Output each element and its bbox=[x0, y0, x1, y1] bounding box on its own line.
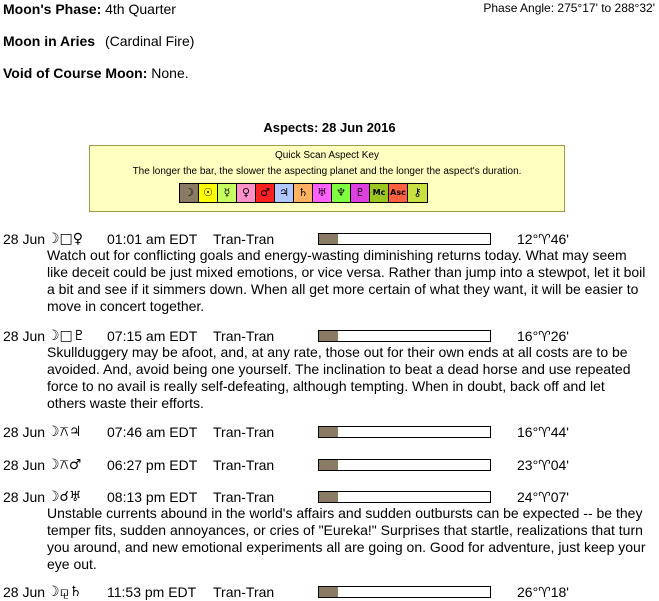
key-swatch: ♃ bbox=[275, 184, 294, 202]
aspect-position: 12°♈46' bbox=[517, 231, 569, 247]
aspect-duration-bar bbox=[318, 459, 491, 471]
aspect-time: 01:01 am EDT bbox=[107, 231, 198, 247]
aspect-time: 07:46 am EDT bbox=[107, 424, 198, 440]
aspect-glyphs: ☽⚻♃ bbox=[47, 424, 82, 440]
aspect-duration-fill bbox=[319, 331, 338, 341]
aspect-interpretation: Skullduggery may be afoot, and, at any rate, those out for their own ends at all costs are to be avoided. And, avoid being one yourself. The inclination to beat a dead horse and use repeated force to no avail is really self-defeating, although tempting. When in doubt, back off and let others waste their efforts. bbox=[47, 344, 631, 411]
key-swatch: ⚷ bbox=[408, 184, 427, 202]
aspect-glyphs: ☽☌♅ bbox=[47, 489, 82, 505]
key-swatch: ♆ bbox=[332, 184, 351, 202]
moon-in-line bbox=[3, 33, 194, 49]
aspect-date: 28 Jun bbox=[3, 584, 46, 600]
aspect-duration-bar bbox=[318, 426, 491, 438]
key-swatch: Mc bbox=[370, 184, 389, 202]
moon-phase-value: 4th Quarter bbox=[105, 1, 176, 17]
key-swatch: ♇ bbox=[351, 184, 370, 202]
aspect-position: 24°♈07' bbox=[517, 489, 569, 505]
aspect-time: 06:27 pm EDT bbox=[107, 457, 198, 473]
aspect-type: Tran-Tran bbox=[213, 489, 275, 505]
aspect-interpretation: Unstable currents abound in the world's affairs and sudden outbursts can be expected -- be they temper fits, sudden annoyances, or cries of "Eureka!" Surprises that startle, realizations that turn you around, and new emotional experiments all are going on. Good for adventure, just keep your eye out. bbox=[47, 505, 646, 572]
aspect-position: 16°♈26' bbox=[517, 328, 569, 344]
aspect-type: Tran-Tran bbox=[213, 424, 275, 440]
aspect-glyphs: ☽□♀ bbox=[47, 231, 84, 247]
aspect-duration-bar bbox=[318, 330, 491, 342]
aspect-key-description: The longer the bar, the slower the aspecting planet and the longer the aspect's duration. bbox=[132, 166, 522, 177]
aspect-duration-fill bbox=[319, 234, 338, 244]
aspect-time: 07:15 am EDT bbox=[107, 328, 198, 344]
aspect-duration-fill bbox=[319, 427, 338, 437]
aspect-time: 11:53 pm EDT bbox=[107, 584, 197, 600]
aspect-time: 08:13 pm EDT bbox=[107, 489, 198, 505]
aspect-key-box bbox=[89, 145, 565, 212]
aspect-interpretation: Watch out for conflicting goals and energy-wasting diminishing returns today. What may seem like deceit could be just mixed emotions, or vice versa. Rather than jump into a stewpot, let it boil a bit and see if it simmers down. When all get more certain of what they want, it will be easier to move in concert together. bbox=[47, 247, 646, 314]
aspect-type: Tran-Tran bbox=[213, 584, 275, 600]
key-swatch: ☉ bbox=[199, 184, 218, 202]
key-swatch: ☿ bbox=[218, 184, 237, 202]
void-course-label: Void of Course Moon: bbox=[3, 65, 148, 81]
key-swatch: ♅ bbox=[313, 184, 332, 202]
aspect-type: Tran-Tran bbox=[213, 457, 275, 473]
void-course-line bbox=[3, 65, 189, 81]
aspect-position: 16°♈44' bbox=[517, 424, 569, 440]
aspect-glyphs: ☽⚼♄ bbox=[47, 584, 82, 600]
key-swatch: ♀ bbox=[237, 184, 256, 202]
aspect-date: 28 Jun bbox=[3, 424, 46, 440]
moon-phase-line bbox=[3, 1, 176, 17]
moon-phase-label: Moon's Phase: bbox=[3, 1, 102, 17]
aspects-title: Aspects: 28 Jun 2016 bbox=[263, 120, 396, 135]
moon-in-value: (Cardinal Fire) bbox=[104, 33, 195, 49]
key-swatch: Asc bbox=[389, 184, 408, 202]
key-swatch: ♂ bbox=[256, 184, 275, 202]
aspect-glyphs: ☽⚻♂ bbox=[47, 457, 82, 473]
aspect-type: Tran-Tran bbox=[213, 328, 275, 344]
aspect-duration-fill bbox=[319, 460, 338, 470]
aspect-type: Tran-Tran bbox=[213, 231, 275, 247]
void-course-value: None. bbox=[151, 65, 189, 81]
key-swatch: ♄ bbox=[294, 184, 313, 202]
aspect-position: 26°♈18' bbox=[517, 584, 569, 600]
aspect-date: 28 Jun bbox=[3, 489, 46, 505]
aspect-duration-fill bbox=[319, 492, 338, 502]
phase-angle: Phase Angle: 275°17' to 288°32' bbox=[483, 1, 655, 15]
aspect-glyphs: ☽□♇ bbox=[47, 328, 86, 344]
aspect-duration-fill bbox=[319, 587, 338, 597]
aspect-duration-bar bbox=[318, 586, 491, 598]
aspect-duration-bar bbox=[318, 491, 491, 503]
aspect-date: 28 Jun bbox=[3, 328, 46, 344]
aspect-date: 28 Jun bbox=[3, 231, 46, 247]
key-swatch: ☽ bbox=[180, 184, 199, 202]
aspect-duration-bar bbox=[318, 233, 491, 245]
aspect-key-swatches bbox=[179, 183, 428, 203]
moon-in-label: Moon in Aries bbox=[3, 33, 96, 49]
aspect-key-title: Quick Scan Aspect Key bbox=[275, 150, 379, 161]
aspect-position: 23°♈04' bbox=[517, 457, 569, 473]
aspect-date: 28 Jun bbox=[3, 457, 46, 473]
